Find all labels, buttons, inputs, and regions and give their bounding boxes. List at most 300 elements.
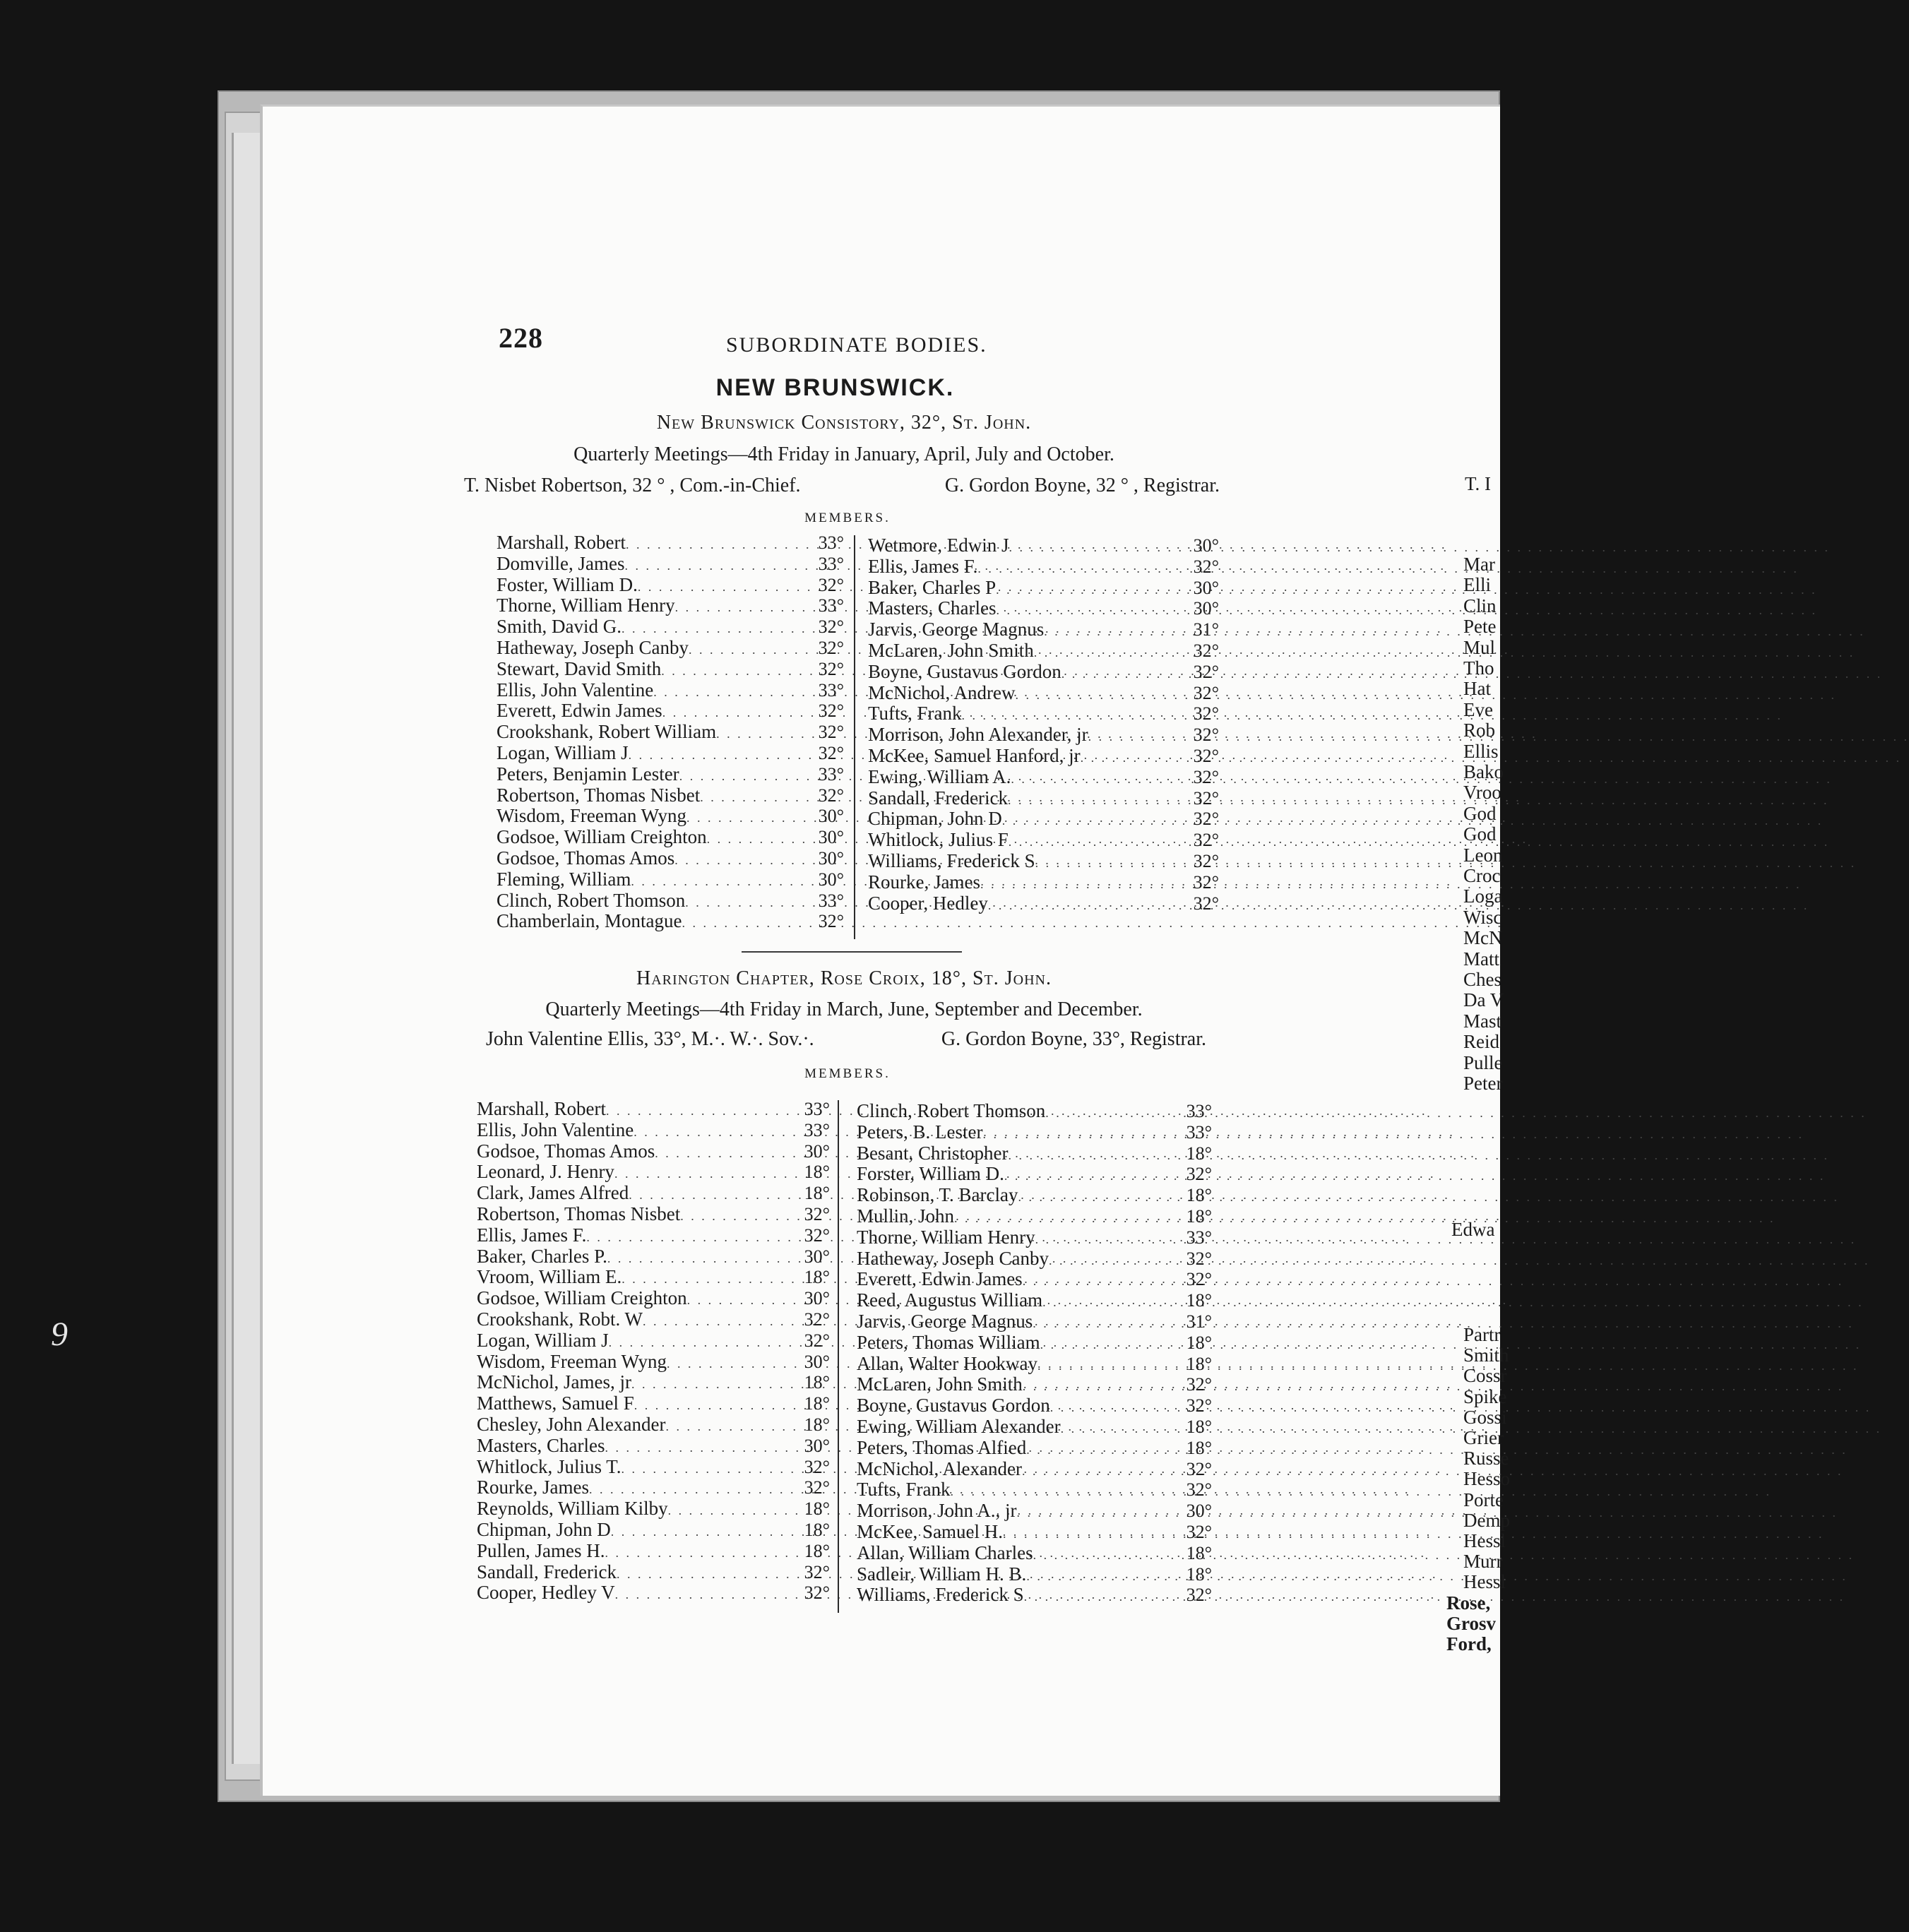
member-degree: 32° (818, 742, 844, 763)
member-degree: 32° (804, 1477, 830, 1498)
member-row (857, 1438, 1212, 1459)
member-row (857, 1185, 1212, 1206)
member-row (868, 683, 1219, 704)
member-row (868, 809, 1219, 830)
member-row (857, 1164, 1212, 1185)
member-name: Ewing, William Alexander (857, 1415, 1061, 1437)
adjacent-page-fragment: Rob (1463, 720, 1496, 741)
member-row (868, 872, 1219, 893)
member-row (477, 1120, 830, 1141)
adjacent-page-fragment: Hessl (1463, 1571, 1506, 1593)
member-name: Ellis, John Valentine (496, 679, 654, 700)
member-name: Peters, B. Lester (857, 1121, 983, 1143)
member-degree: 32° (1193, 724, 1219, 746)
adjacent-page-fragment: Murr (1463, 1551, 1503, 1573)
member-row (857, 1290, 1212, 1311)
member-row (496, 659, 844, 680)
dot-leader (607, 1248, 803, 1270)
member-name: Leonard, J. Henry (477, 1161, 614, 1183)
member-name: Baker, Charles P (868, 576, 997, 598)
member-name: Mullin, John (857, 1205, 955, 1227)
dot-leader (1008, 1145, 1184, 1167)
member-degree: 32° (1193, 640, 1219, 661)
member-degree: 30° (1193, 598, 1219, 619)
member-row (857, 1227, 1212, 1248)
member-row (857, 1417, 1212, 1438)
member-row (477, 1477, 830, 1498)
member-name: Boyne, Gustavus Gordon (868, 660, 1061, 682)
member-degree: 32° (818, 616, 844, 638)
member-name: Sadleir, William H. B. (857, 1563, 1027, 1585)
member-name: Clark, James Alfred (477, 1182, 629, 1204)
adjacent-page-fragment: Eve (1463, 698, 1493, 720)
adjacent-page-fragment: Russe (1463, 1448, 1509, 1469)
dot-leader (624, 556, 816, 577)
member-degree: 33° (1186, 1227, 1212, 1248)
member-row (868, 767, 1219, 788)
member-degree: 32° (1193, 661, 1219, 682)
member-degree: 32° (818, 637, 844, 658)
member-name: Robertson, Thomas Nisbet (496, 784, 701, 806)
member-row (857, 1564, 1212, 1585)
member-row (496, 785, 844, 806)
member-name: Cooper, Hedley V (477, 1582, 615, 1604)
adjacent-page-fragment: Ches (1463, 969, 1501, 990)
member-degree: 32° (818, 785, 844, 806)
adjacent-page-fragment: Vroo (1463, 782, 1501, 804)
member-name: Allan, William Charles (857, 1542, 1033, 1563)
adjacent-page-fragment: God (1463, 802, 1497, 824)
adjacent-page-fragment: Croc (1463, 865, 1501, 886)
member-degree: 32° (804, 1308, 830, 1330)
member-name: Masters, Charles (868, 597, 997, 619)
member-degree: 32° (1186, 1458, 1212, 1479)
adjacent-page-fragment: Elli (1463, 574, 1491, 596)
adjacent-page-fragment: Mar (1463, 554, 1495, 575)
member-row (477, 1330, 830, 1352)
dot-leader (988, 895, 1192, 917)
member-degree: 30° (818, 827, 844, 848)
dot-leader (687, 1290, 803, 1311)
dot-leader (1033, 1545, 1185, 1566)
member-name: Marshall, Robert (496, 532, 626, 553)
member-row (868, 893, 1219, 914)
member-name: Pullen, James H. (477, 1539, 605, 1561)
dot-leader (1044, 621, 1191, 643)
member-degree: 33° (1186, 1121, 1212, 1143)
member-row (477, 1562, 830, 1583)
consistory-meetings: Quarterly Meetings—4th Friday in January, April, July and October. (573, 443, 1114, 465)
adjacent-page-fragment: Hessl (1463, 1530, 1506, 1551)
dot-leader (1018, 1187, 1184, 1208)
adjacent-page-fragment: Grosv (1446, 1613, 1497, 1635)
adjacent-page-fragment: Smith (1463, 1344, 1509, 1366)
member-degree: 32° (1193, 745, 1219, 766)
member-name: Boyne, Gustavus Gordon (857, 1395, 1050, 1417)
adjacent-page-fragment: Peter (1463, 1073, 1503, 1094)
member-name: Hatheway, Joseph Canby (857, 1247, 1049, 1269)
member-degree: 30° (804, 1140, 830, 1162)
adjacent-header-fragment: T. I (1465, 473, 1491, 494)
member-row (857, 1122, 1212, 1143)
dot-leader (1015, 685, 1191, 706)
member-name: Hatheway, Joseph Canby (496, 636, 689, 658)
adjacent-page-fragment: McN (1463, 927, 1503, 949)
member-row (477, 1288, 830, 1309)
member-name: Chamberlain, Montague (496, 910, 682, 932)
member-name: McLaren, John Smith (868, 639, 1034, 661)
member-row (477, 1246, 830, 1268)
adjacent-page-fragment: Spike (1463, 1385, 1507, 1407)
member-row (857, 1248, 1212, 1270)
member-name: Thorne, William Henry (496, 595, 675, 616)
member-degree: 18° (1186, 1437, 1212, 1458)
member-name: Crookshank, Robert William (496, 721, 717, 743)
member-degree: 33° (804, 1119, 830, 1140)
dot-leader (605, 1438, 802, 1459)
chapter-officers (486, 1028, 1206, 1051)
member-name: Baker, Charles P. (477, 1245, 607, 1267)
member-name: Forster, William D. (857, 1163, 1004, 1185)
member-name: Crookshank, Robt. W (477, 1308, 643, 1330)
member-row (857, 1101, 1212, 1122)
member-degree: 18° (804, 1267, 830, 1288)
member-degree: 32° (1193, 787, 1219, 809)
adjacent-page-fragment: Pulle (1463, 1051, 1503, 1073)
member-row (868, 640, 1219, 662)
member-degree: 18° (1186, 1563, 1212, 1585)
member-row (868, 724, 1219, 746)
member-name: McNichol, Andrew (868, 681, 1016, 703)
dot-leader (716, 724, 816, 745)
member-degree: 32° (804, 1224, 830, 1246)
member-degree: 33° (818, 679, 844, 700)
dot-leader (606, 1101, 803, 1122)
member-name: Chesley, John Alexander (477, 1413, 666, 1435)
member-row (857, 1522, 1212, 1543)
member-row (496, 532, 844, 554)
adjacent-page-fragment: Wisc (1463, 906, 1502, 928)
dot-leader (1037, 1356, 1185, 1377)
member-degree: 32° (1193, 703, 1219, 724)
member-degree: 32° (804, 1582, 830, 1604)
adjacent-page-fragment: Hat (1463, 678, 1491, 700)
member-row (496, 680, 844, 701)
member-name: McKee, Samuel H. (857, 1520, 1003, 1542)
adjacent-page-fragment: Pete (1463, 616, 1497, 638)
dot-leader (617, 1564, 803, 1585)
member-degree: 30° (804, 1246, 830, 1267)
dot-leader (977, 559, 1191, 580)
member-name: Whitlock, Julius T. (477, 1455, 622, 1477)
member-degree: 30° (804, 1288, 830, 1309)
member-degree: 32° (1193, 682, 1219, 703)
dot-leader (1042, 1292, 1184, 1313)
member-row (477, 1541, 830, 1562)
member-degree: 32° (1193, 556, 1219, 577)
member-degree: 18° (804, 1393, 830, 1414)
member-name: McNichol, James, jr (477, 1371, 631, 1393)
dot-leader (1033, 1313, 1184, 1335)
member-row (496, 827, 844, 848)
member-row (496, 890, 844, 912)
dot-leader (1045, 1103, 1184, 1124)
member-name: Logan, William J (496, 741, 629, 763)
member-degree: 32° (804, 1203, 830, 1224)
member-degree: 32° (818, 911, 844, 932)
member-row (857, 1269, 1212, 1290)
dot-leader (1004, 1166, 1185, 1187)
member-degree: 32° (818, 574, 844, 595)
dot-leader (685, 893, 816, 914)
member-degree: 32° (1193, 766, 1219, 787)
member-name: Peters, Thomas Alfied (857, 1436, 1027, 1458)
dot-leader (643, 1311, 803, 1332)
member-degree: 30° (1193, 535, 1219, 556)
member-degree: 31° (1193, 619, 1219, 640)
member-name: Godsoe, William Creighton (496, 826, 707, 848)
dot-leader (665, 1417, 802, 1438)
dot-leader (1035, 853, 1192, 874)
dot-leader (605, 1543, 803, 1564)
member-row (857, 1585, 1212, 1606)
member-name: Williams, Frederick S (857, 1584, 1024, 1606)
dot-leader (1050, 1397, 1185, 1419)
dot-leader (1061, 664, 1192, 685)
member-name: Godsoe, Thomas Amos (477, 1140, 655, 1162)
member-degree: 18° (1186, 1353, 1212, 1374)
member-row (477, 1352, 830, 1373)
adjacent-page-fragment: Mast (1463, 1010, 1501, 1032)
member-row (496, 869, 844, 890)
member-row (477, 1309, 830, 1330)
member-name: Jarvis, George Magnus (868, 619, 1045, 640)
adjacent-page-fragment: God (1463, 823, 1497, 845)
member-name: Sandall, Frederick (868, 787, 1008, 809)
dot-leader (1049, 1251, 1185, 1272)
consistory-members-right (868, 535, 1219, 914)
member-degree: 30° (818, 847, 844, 869)
dot-leader (1002, 811, 1192, 832)
dot-leader (1040, 1335, 1185, 1356)
member-name: Whitlock, Julius F (868, 829, 1009, 851)
dot-leader (1023, 1271, 1185, 1292)
member-row (477, 1204, 830, 1225)
member-degree: 33° (818, 890, 844, 911)
dot-leader (1026, 1566, 1184, 1587)
chapter-heading: Harington Chapter, Rose Croix, 18°, St. John. (636, 967, 1052, 989)
member-row (496, 595, 844, 616)
member-degree: 32° (1186, 1269, 1212, 1290)
adjacent-page-fragment: Matt (1463, 948, 1499, 970)
member-name: Jarvis, George Magnus (857, 1310, 1033, 1332)
member-degree: 32° (1186, 1479, 1212, 1501)
member-degree: 18° (1186, 1332, 1212, 1353)
member-row (857, 1311, 1212, 1332)
dot-leader (586, 1227, 802, 1248)
member-name: Wisdom, Freeman Wyng (496, 805, 686, 827)
dot-leader (1024, 1587, 1185, 1608)
member-row (496, 848, 844, 869)
consistory-members-left (496, 532, 844, 932)
member-row (857, 1354, 1212, 1375)
member-row (477, 1372, 830, 1393)
member-row (477, 1457, 830, 1478)
member-row (496, 911, 844, 932)
member-name: Foster, William D. (496, 573, 638, 595)
dot-leader (1009, 537, 1192, 559)
member-row (857, 1143, 1212, 1164)
dot-leader (689, 640, 817, 661)
member-row (477, 1582, 830, 1604)
member-name: Stewart, David Smith (496, 657, 662, 679)
member-row (496, 554, 844, 575)
member-degree: 33° (1186, 1101, 1212, 1121)
member-row (477, 1099, 830, 1120)
member-name: Ewing, William A. (868, 765, 1011, 787)
dot-leader (674, 850, 816, 871)
member-name: Ellis, James F. (477, 1224, 587, 1246)
member-degree: 33° (818, 532, 844, 553)
dot-leader (1088, 727, 1192, 748)
dot-leader (655, 1143, 802, 1164)
member-name: Godsoe, Thomas Amos (496, 847, 675, 869)
member-degree: 32° (1186, 1395, 1212, 1417)
dot-leader (675, 597, 817, 619)
member-name: Masters, Charles (477, 1434, 605, 1456)
member-row (857, 1459, 1212, 1480)
member-degree: 18° (804, 1162, 830, 1183)
member-row (868, 535, 1219, 556)
dot-leader (680, 1206, 802, 1227)
member-row (857, 1374, 1212, 1395)
member-row (857, 1479, 1212, 1501)
adjacent-page-fragment: Ellis (1463, 740, 1499, 762)
adjacent-page-fragment: Tho (1463, 657, 1494, 679)
dot-leader (667, 1354, 803, 1375)
member-name: Vroom, William E. (477, 1266, 622, 1288)
member-name: Chipman, John D (868, 808, 1002, 830)
member-name: McLaren, John Smith (857, 1373, 1023, 1395)
page-number: 228 (499, 322, 543, 354)
member-name: Wetmore, Edwin J (868, 535, 1009, 556)
dot-leader (1035, 1229, 1185, 1251)
dot-leader (611, 1522, 803, 1543)
member-name: Ellis, James F. (868, 555, 978, 577)
column-rule (838, 1100, 839, 1613)
member-row (496, 806, 844, 827)
member-name: Ellis, John Valentine (477, 1119, 634, 1140)
adjacent-page-fragment: Ford, (1446, 1633, 1492, 1655)
member-name: Fleming, William (496, 868, 631, 890)
member-degree: 18° (804, 1183, 830, 1204)
member-row (857, 1332, 1212, 1354)
member-degree: 31° (1186, 1311, 1212, 1332)
member-degree: 18° (804, 1414, 830, 1435)
dot-leader (668, 1501, 803, 1522)
dot-leader (653, 682, 816, 703)
member-name: Sandall, Frederick (477, 1561, 617, 1582)
member-row (496, 700, 844, 722)
member-degree: 33° (818, 553, 844, 574)
member-degree: 30° (804, 1351, 830, 1372)
member-degree: 30° (818, 869, 844, 890)
member-row (868, 851, 1219, 872)
adjacent-page-fragment: Gossi (1463, 1406, 1507, 1428)
column-rule (854, 535, 855, 939)
member-degree: 18° (804, 1540, 830, 1561)
registrar: G. Gordon Boyne, 33°, Registrar. (941, 1028, 1206, 1050)
adjacent-page-fragment: Loga (1463, 886, 1503, 907)
member-name: Thorne, William Henry (857, 1226, 1035, 1248)
adjacent-page-fragment: Reid (1463, 1031, 1499, 1053)
dot-leader (1009, 832, 1192, 853)
member-row (868, 830, 1219, 851)
member-degree: 30° (1186, 1501, 1212, 1522)
dot-leader (634, 1122, 802, 1143)
member-degree: 32° (804, 1456, 830, 1477)
dot-leader (631, 1374, 803, 1395)
adjacent-page-fragment: Mul (1463, 636, 1496, 658)
member-row (868, 556, 1219, 578)
commander-in-chief: T. Nisbet Robertson, 32 ° , Com.-in-Chief. (464, 475, 801, 496)
adjacent-page-fragment: Porte (1463, 1489, 1504, 1510)
adjacent-page-fragment: Rose, (1446, 1592, 1491, 1614)
member-row (868, 619, 1219, 640)
chapter-members-right (857, 1101, 1212, 1606)
member-degree: 30° (818, 806, 844, 827)
member-name: Marshall, Robert (477, 1098, 606, 1119)
member-row (496, 743, 844, 764)
member-name: McNichol, Alexander (857, 1457, 1022, 1479)
member-row (868, 578, 1219, 599)
dot-leader (622, 1459, 803, 1480)
member-name: Rourke, James (868, 871, 980, 893)
member-degree: 32° (1193, 850, 1219, 871)
dot-leader (1022, 1461, 1185, 1482)
member-row (868, 598, 1219, 619)
adjacent-page-fragment: Demp (1463, 1509, 1510, 1531)
member-row (477, 1141, 830, 1162)
member-row (477, 1225, 830, 1246)
member-row (857, 1206, 1212, 1227)
members-label: MEMBERS. (804, 1066, 891, 1081)
member-name: Logan, William J (477, 1329, 609, 1351)
dot-leader (1026, 1440, 1184, 1461)
member-name: Robinson, T. Barclay (857, 1184, 1018, 1206)
adjacent-page-fragment: Hesso (1463, 1468, 1510, 1490)
member-row (857, 1395, 1212, 1417)
member-degree: 32° (804, 1561, 830, 1582)
member-degree: 32° (1186, 1521, 1212, 1542)
dot-leader (626, 535, 817, 556)
consistory-heading: New Brunswick Consistory, 32°, St. John. (656, 412, 1032, 434)
dot-leader (1008, 790, 1192, 811)
member-degree: 18° (1186, 1143, 1212, 1164)
member-name: Williams, Frederick S (868, 849, 1035, 871)
member-name: Reynolds, William Kilby (477, 1498, 668, 1520)
member-degree: 32° (1193, 893, 1219, 914)
member-degree: 32° (1193, 809, 1219, 830)
member-degree: 30° (1193, 577, 1219, 598)
adjacent-page-fragment: Da V (1463, 989, 1504, 1011)
most-wise-sovereign: John Valentine Ellis, 33°, M.·. W.·. Sov.·. (486, 1028, 814, 1050)
member-name: Clinch, Robert Thomson (496, 889, 686, 911)
member-name: Besant, Christopher (857, 1142, 1009, 1164)
member-degree: 18° (804, 1519, 830, 1540)
member-name: Tufts, Frank (868, 703, 962, 724)
member-row (868, 662, 1219, 683)
